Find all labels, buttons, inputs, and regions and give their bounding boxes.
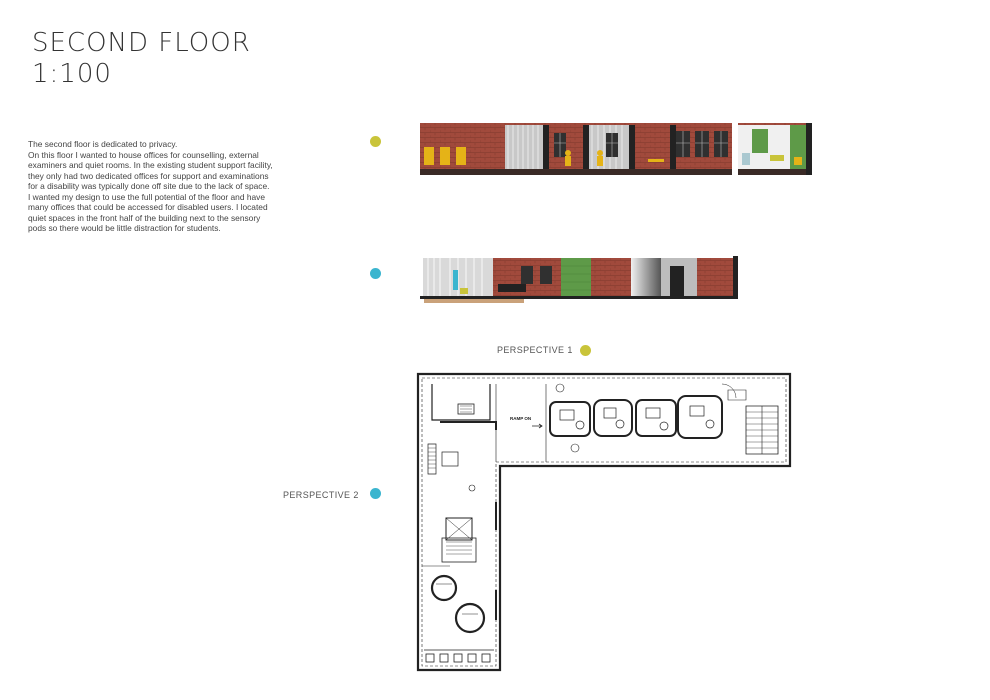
perspective-1-marker [370,136,381,147]
description-line: The second floor is dedicated to privacy. [28,139,178,149]
perspective-2-plan-marker [370,488,381,499]
floor-plan [410,370,795,675]
perspective-2-marker [370,268,381,279]
page-title [32,28,251,90]
perspective-1-section [420,123,812,175]
description-paragraph: I wanted my design to use the full potential of the floor and have many offices that could be accessed for disabled users. I located quiet spaces in the front half of the building next to the sensory pods so there would be little distraction for students. [28,191,268,233]
perspective-2-label: PERSPECTIVE 2 [283,490,359,500]
scale-label: 1:100 [32,59,112,89]
description-paragraph: On this floor I wanted to house offices for counselling, external examiners and quiet rooms. In the existing student support facility, they only had two dedicated offices for support and examinations for a disability was typically done off site due to the lack of space. [28,149,273,191]
ramp-label: RAMP ON [510,416,532,421]
perspective-2-section [420,256,738,304]
title-line-1: SECOND FLOOR [32,28,251,58]
perspective-1-label: PERSPECTIVE 1 [497,345,573,355]
perspective-1-plan-marker [580,345,591,356]
description-text [28,139,278,234]
